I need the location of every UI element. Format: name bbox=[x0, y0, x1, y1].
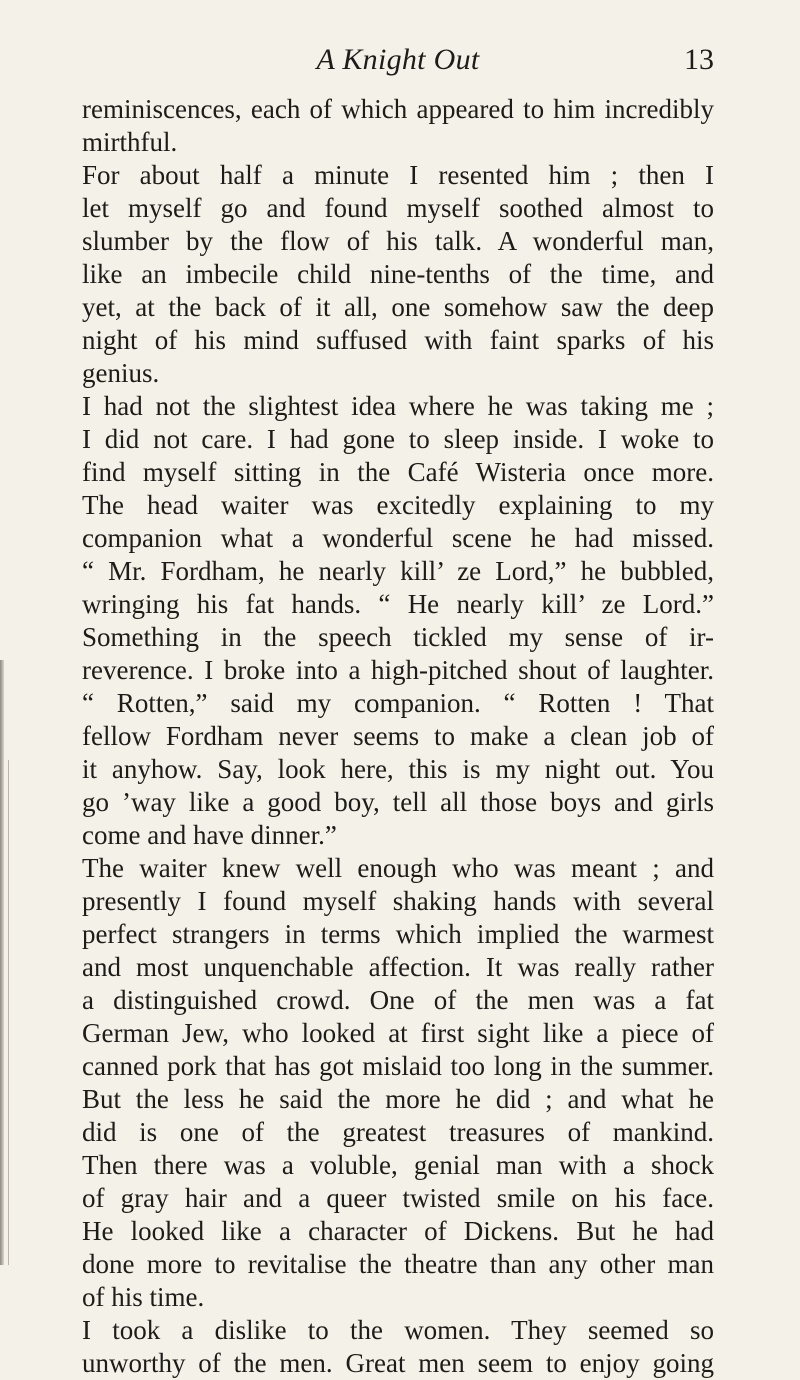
text-line: like an imbecile child nine-tenths of the time, and bbox=[82, 259, 714, 289]
text-line: presently I found myself shaking hands with several bbox=[82, 886, 714, 916]
text-line: and most unquenchable affection. It was really rather bbox=[82, 952, 714, 982]
text-line: night of his mind suffused with faint sparks of his bbox=[82, 325, 714, 355]
text-line: German Jew, who looked at first sight like a piece of bbox=[82, 1018, 714, 1048]
text-line: But the less he said the more he did ; and what he bbox=[82, 1084, 714, 1114]
text-line: find myself sitting in the Café Wisteria once more. bbox=[82, 457, 714, 487]
page-edge-line bbox=[8, 760, 9, 1265]
text-line: done more to revitalise the theatre than any other man bbox=[82, 1249, 714, 1279]
text-line: genius. bbox=[82, 358, 160, 388]
page-number: 13 bbox=[684, 43, 714, 76]
text-line: fellow Fordham never seems to make a clean job of bbox=[82, 721, 714, 751]
text-line: canned pork that has got mislaid too long in the summer. bbox=[82, 1051, 714, 1081]
running-title: A Knight Out bbox=[316, 43, 480, 76]
text-line: mirthful. bbox=[82, 127, 178, 157]
body-text bbox=[82, 93, 714, 1380]
text-line: wringing his fat hands. “ He nearly kill’ ze Lord.” bbox=[82, 589, 714, 619]
text-line: unworthy of the men. Great men seem to enjoy going bbox=[82, 1348, 714, 1378]
text-line: I did not care. I had gone to sleep inside. I woke to bbox=[82, 424, 714, 454]
text-line: go ’way like a good boy, tell all those boys and girls bbox=[82, 787, 714, 817]
text-line: I took a dislike to the women. They seemed so bbox=[82, 1315, 714, 1345]
text-line: it anyhow. Say, look here, this is my night out. You bbox=[82, 754, 714, 784]
page-header bbox=[82, 40, 714, 80]
text-line: He looked like a character of Dickens. But he had bbox=[82, 1216, 714, 1246]
text-line: For about half a minute I resented him ; then I bbox=[82, 160, 714, 190]
text-line: The waiter knew well enough who was meant ; and bbox=[82, 853, 714, 883]
text-line: reminiscences, each of which appeared to him incredibly bbox=[82, 94, 714, 124]
text-line: did is one of the greatest treasures of mankind. bbox=[82, 1117, 714, 1147]
text-line: of gray hair and a queer twisted smile on his face. bbox=[82, 1183, 714, 1213]
text-line: come and have dinner.” bbox=[82, 820, 337, 850]
text-line: perfect strangers in terms which implied the warmest bbox=[82, 919, 714, 949]
text-line: companion what a wonderful scene he had missed. bbox=[82, 523, 714, 553]
text-line: The head waiter was excitedly explaining to my bbox=[82, 490, 714, 520]
text-line: reverence. I broke into a high-pitched shout of laughter. bbox=[82, 655, 714, 685]
text-line: Then there was a voluble, genial man with a shock bbox=[82, 1150, 714, 1180]
text-line: “ Rotten,” said my companion. “ Rotten ! That bbox=[82, 688, 714, 718]
text-line: “ Mr. Fordham, he nearly kill’ ze Lord,” he bubbled, bbox=[82, 556, 714, 586]
page-binding-shadow bbox=[0, 660, 4, 1265]
text-line: I had not the slightest idea where he was taking me ; bbox=[82, 391, 714, 421]
text-line: slumber by the flow of his talk. A wonderful man, bbox=[82, 226, 714, 256]
text-line: yet, at the back of it all, one somehow saw the deep bbox=[82, 292, 714, 322]
text-line: of his time. bbox=[82, 1282, 205, 1312]
text-line: a distinguished crowd. One of the men was a fat bbox=[82, 985, 714, 1015]
text-line: Something in the speech tickled my sense of ir- bbox=[82, 622, 714, 652]
text-line: let myself go and found myself soothed almost to bbox=[82, 193, 714, 223]
